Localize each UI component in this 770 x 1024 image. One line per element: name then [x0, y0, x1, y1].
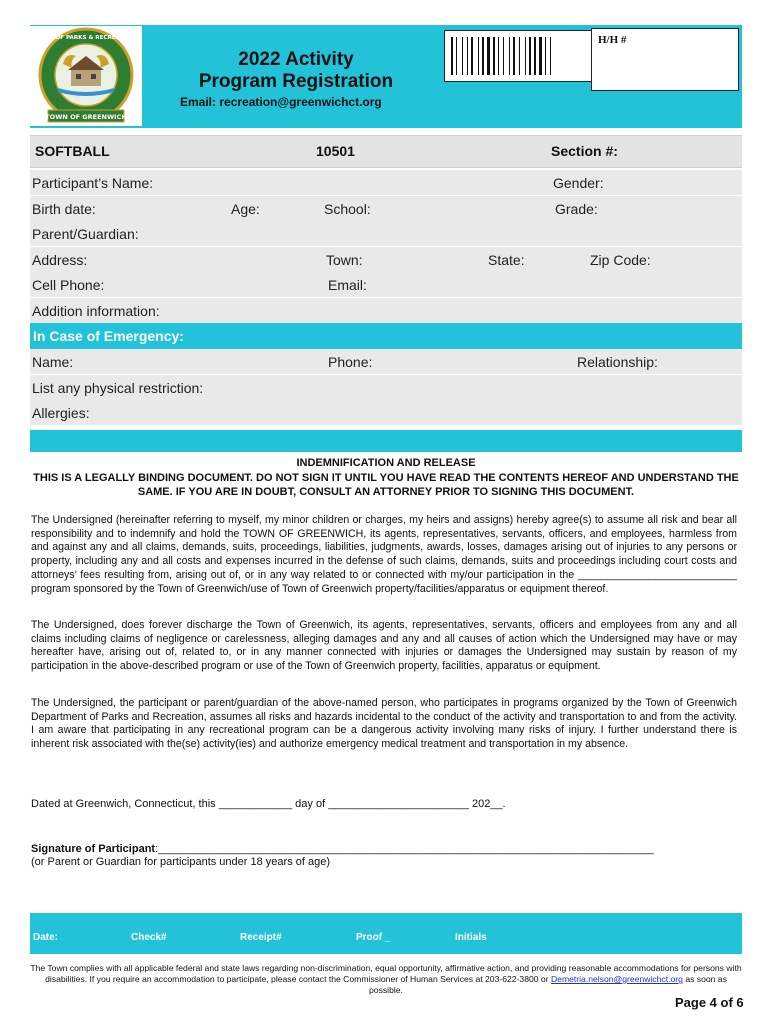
barcode-bar — [513, 37, 515, 75]
barcode-bar — [496, 37, 497, 75]
address-label: Address: — [32, 252, 88, 268]
release-heading: INDEMNIFICATION AND RELEASE — [296, 457, 476, 469]
allergies-label: Allergies: — [32, 405, 90, 421]
office-initials-label: Initials — [455, 932, 487, 943]
state-label: State: — [488, 252, 525, 268]
program-bar — [30, 135, 742, 168]
release-paragraph-1: The Undersigned (hereinafter referring to myself, my minor children or charges, my heirs and assigns) hereby agree(s) to assume all risk and bear all responsibility and to indemnify and hold the TOWN OF GREENWICH, its agents, representatives, servants, officers, and employees, harmless from and against any and all claims, demands, suits, proceedings, liabilities, judgments, awards, losses, damages arising out of injuries to any persons or property, including any and all costs and expenses incurred in the defense of such claims, demands, suits and proceedings including court costs and attorneys’ fees resulting from, arising out of, or in any way related to or connected with my/our participation in the ___________________________ program sponsored by the Town of Greenwich/use of Town of Greenwich property/facilities/apparatus or equipment thereof. — [31, 514, 737, 595]
barcode-bar — [543, 37, 544, 75]
barcode-bar — [471, 37, 473, 75]
barcode-bar — [485, 37, 486, 75]
household-number-box[interactable] — [591, 28, 739, 91]
section-divider-bar — [30, 430, 742, 452]
section-number-label: Section #: — [551, 143, 618, 159]
barcode-bar — [537, 37, 538, 75]
barcode-bar — [491, 37, 492, 75]
accessibility-notice — [30, 963, 742, 996]
barcode-bar — [547, 37, 549, 75]
program-code: 10501 — [316, 143, 355, 159]
svg-text:DEPT OF PARKS & RECREATION: DEPT OF PARKS & RECREATION — [37, 35, 135, 41]
town-label: Town: — [326, 252, 363, 268]
barcode-bar — [529, 37, 531, 75]
barcode-bar — [521, 37, 524, 75]
svg-text:TOWN OF GREENWICH: TOWN OF GREENWICH — [45, 113, 127, 121]
office-check-label: Check# — [131, 932, 167, 943]
barcode-bar — [464, 37, 466, 75]
barcode-bar — [511, 37, 512, 75]
emergency-phone-label: Phone: — [328, 354, 373, 370]
grade-label: Grade: — [555, 201, 598, 217]
page-number: Page 4 of 6 — [675, 995, 744, 1010]
barcode-bar — [550, 37, 551, 75]
office-proof-label: Proof _ — [356, 932, 391, 943]
barcode-bar — [469, 37, 470, 75]
release-paragraph-3: The Undersigned, the participant or parent/guardian of the above-named person, who participates in programs organized by the Town of Greenwich Department of Parks and Recreation, assumes all risks and hazards incidental to the conduct of the activity and transportation to and from the activity. I am aware that participating in any recreational program can be a dangerous activity involving many risks of injury. I further understand there is inherent risk associated with the(se) activity(ies) and authorize emergency medical treatment and transportation in my absence. — [31, 697, 737, 751]
barcode-bar — [478, 37, 479, 75]
barcode-bar — [462, 37, 463, 75]
office-date-label: Date: — [33, 932, 59, 943]
barcode-bar — [474, 37, 477, 75]
signature-label: Signature of Participant — [31, 843, 156, 855]
barcode-bar — [498, 37, 499, 75]
barcode-bar — [467, 37, 468, 75]
barcode-bar — [534, 37, 536, 75]
signature-blank: :_________________________________________________________________________________ — [155, 843, 654, 855]
contact-email-link[interactable]: Demetria.nelson@greenwichct.org — [550, 974, 683, 984]
barcode-bar — [480, 37, 481, 75]
gender-label: Gender: — [553, 175, 604, 191]
barcode-bar — [451, 37, 453, 75]
barcode-bar — [525, 37, 526, 75]
emergency-section-title: In Case of Emergency: — [33, 328, 184, 344]
barcode-bar — [527, 37, 528, 75]
barcode-bar — [493, 37, 495, 75]
allergies-row — [30, 400, 742, 426]
form-title-line2: Program Registration — [198, 71, 394, 92]
emergency-name-label: Name: — [32, 354, 74, 370]
signature-line — [31, 843, 654, 855]
town-seal-logo — [30, 26, 142, 126]
barcode-bars — [451, 37, 587, 75]
barcode-bar — [503, 37, 504, 75]
barcode-bar — [500, 37, 502, 75]
school-label: School: — [324, 201, 371, 217]
birth-date-label: Birth date: — [32, 201, 96, 217]
accessibility-notice-end: as soon as possible. — [369, 974, 727, 995]
barcode-bar — [539, 37, 542, 75]
form-title-line1: 2022 Activity — [238, 49, 354, 70]
release-paragraph-2: The Undersigned, does forever discharge the Town of Greenwich, its agents, representatives, servants, officers and employees from any and all claims including claims of negligence or carelessness, alleging damages and any and all causes of action which the Undersigned may have or may hereafter have, arising out of, related to, or in any manner connected with injuries or damages the Undersigned may sustain by reason of my participation in the above-described program or use of the Town of Greenwich property, facilities, apparatus or equipment. — [31, 619, 737, 673]
barcode-bar — [456, 37, 457, 75]
legal-warning: THIS IS A LEGALLY BINDING DOCUMENT. DO NOT SIGN IT UNTIL YOU HAVE READ THE CONTENTS HEREOF AND UNDERSTAND THE SAME. IF YOU ARE IN DOUBT, CONSULT AN ATTORNEY PRIOR TO SIGNING THIS DOCUMENT. — [33, 472, 739, 498]
cell-phone-label: Cell Phone: — [32, 277, 105, 293]
email-label: Email: — [328, 277, 367, 293]
barcode-bar — [482, 37, 484, 75]
zip-code-label: Zip Code: — [590, 252, 651, 268]
barcode-bar — [505, 37, 508, 75]
barcode-bar — [509, 37, 510, 75]
additional-info-label: Addition information: — [32, 303, 160, 319]
parent-guardian-label: Parent/Guardian: — [32, 226, 139, 242]
program-name: SOFTBALL — [35, 143, 110, 159]
barcode-bar — [519, 37, 520, 75]
barcode-bar — [516, 37, 518, 75]
recreation-email: Email: recreation@greenwichct.org — [180, 95, 382, 109]
office-receipt-label: Receipt# — [240, 932, 282, 943]
barcode — [444, 30, 594, 82]
participant-name-label: Participant’s Name: — [32, 175, 154, 191]
physical-restriction-label: List any physical restriction: — [32, 380, 204, 396]
guardian-note: (or Parent or Guardian for participants under 18 years of age) — [31, 856, 330, 868]
age-label: Age: — [231, 201, 260, 217]
relationship-label: Relationship: — [577, 354, 658, 370]
contact-row — [30, 272, 742, 298]
barcode-bar — [545, 37, 546, 75]
barcode-bar — [487, 37, 490, 75]
birth-date-row — [30, 196, 742, 222]
barcode-bar — [458, 37, 461, 75]
dated-line: Dated at Greenwich, Connecticut, this ____________ day of _______________________ 202__. — [31, 798, 506, 810]
barcode-bar — [454, 37, 455, 75]
accessibility-notice-text: The Town complies with all applicable federal and state laws regarding non-discrimination, equal opportunity, affirmative action, and providing reasonable accommodations for persons with disabilities. If you require an accommodation to participate, please contact the Commissioner of Human Services at 203-622-3800 or — [30, 963, 742, 984]
barcode-bar — [532, 37, 533, 75]
household-number-label: H/H # — [598, 34, 627, 46]
